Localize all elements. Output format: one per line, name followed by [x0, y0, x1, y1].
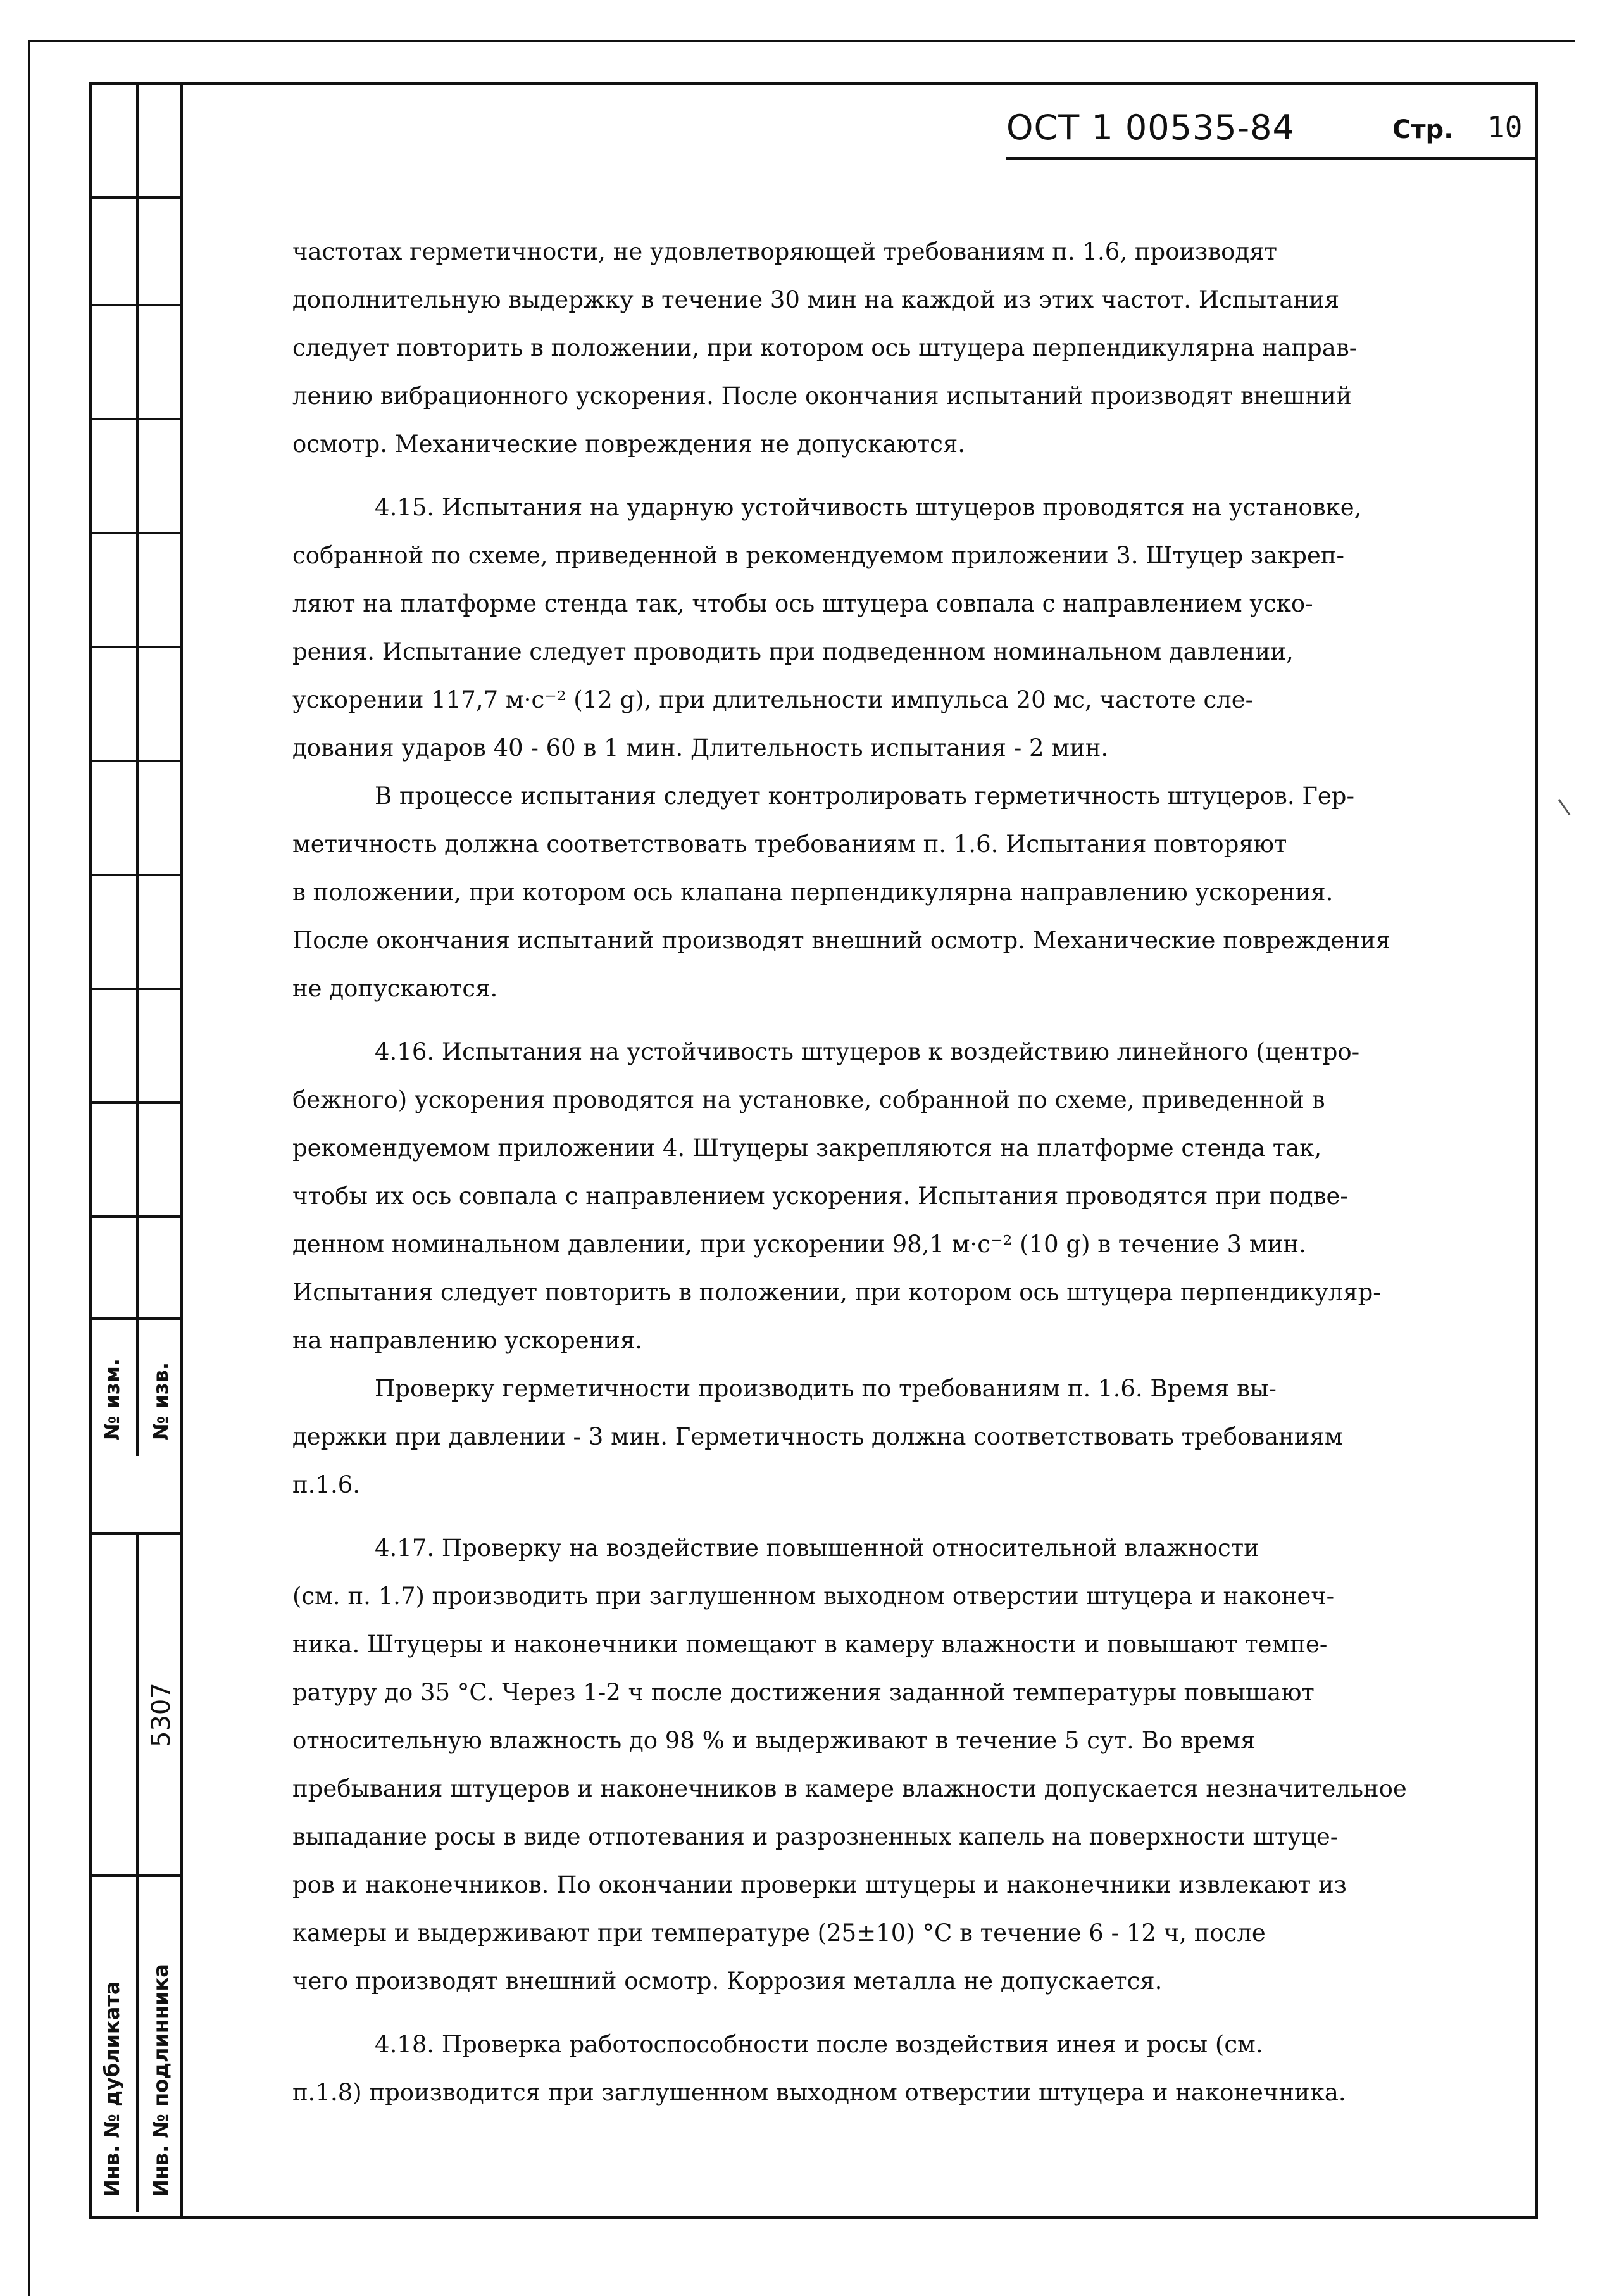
text-line: Проверку герметичности производить по требованиям п. 1.6. Время вы-: [375, 1375, 1277, 1402]
text-line: рекомендуемом приложении 4. Штуцеры закрепляются на платформе стенда так,: [292, 1134, 1322, 1162]
text-line: После окончания испытаний производят внешний осмотр. Механические повреждения: [292, 927, 1390, 954]
text-line: собранной по схеме, приведенной в рекомендуемом приложении 3. Штуцер закреп-: [292, 542, 1345, 569]
text-line: ускорении 117,7 м·с⁻² (12 g), при длительности импульса 20 мс, частоте сле-: [292, 686, 1254, 713]
text-line: ров и наконечников. По окончании проверки штуцеры и наконечники извлекают из: [292, 1871, 1347, 1898]
text-line: чтобы их ось совпала с направлением ускорения. Испытания проводятся при подве-: [292, 1183, 1348, 1210]
document-header: [1006, 108, 1538, 165]
text-line: не допускаются.: [292, 975, 498, 1002]
body-text: [292, 228, 1514, 2117]
document-id: ОСТ 1 00535-84: [1006, 108, 1295, 147]
page-label: Стр.: [1392, 115, 1454, 144]
text-line: п.1.6.: [292, 1471, 361, 1498]
stamp-row-line: [89, 196, 182, 199]
text-line: 4.17. Проверку на воздействие повышенной относительной влажности: [375, 1534, 1259, 1562]
text-line: лению вибрационного ускорения. После окончания испытаний производят внешний: [292, 382, 1352, 410]
inv-duplicate-label: Инв. № дубликата: [100, 1981, 124, 2197]
text-line: на направлению ускорения.: [292, 1327, 643, 1354]
text-line: ляют на платформе стенда так, чтобы ось штуцера совпала с направлением уско-: [292, 590, 1313, 617]
change-no-label: № изм.: [100, 1358, 124, 1440]
text-line: ника. Штуцеры и наконечники помещают в камеру влажности и повышают темпе-: [292, 1631, 1328, 1658]
inv-original-label: Инв. № подлинника: [149, 1964, 173, 2197]
text-line: ратуру до 35 °С. Через 1-2 ч после достижения заданной температуры повышают: [292, 1679, 1315, 1706]
stamp-row-line: [89, 304, 182, 306]
paragraph-gap: [292, 468, 1514, 484]
text-line: в положении, при котором ось клапана перпендикулярна направлению ускорения.: [292, 879, 1334, 906]
inv-original-number: 5307: [147, 1683, 176, 1747]
text-line: осмотр. Механические повреждения не допускаются.: [292, 430, 965, 458]
text-line: п.1.8) производится при заглушенном выходном отверстии штуцера и наконечника.: [292, 2079, 1346, 2106]
text-line: пребывания штуцеров и наконечников в камере влажности допускается незначительное: [292, 1775, 1407, 1802]
page-number: 10: [1487, 110, 1523, 144]
text-line: Испытания следует повторить в положении, при котором ось штуцера перпендикуляр-: [292, 1279, 1381, 1306]
text-line: 4.15. Испытания на ударную устойчивость штуцеров проводятся на установке,: [375, 494, 1362, 521]
stamp-column-line: [136, 1532, 139, 2212]
stamp-row-line: [89, 532, 182, 534]
stamp-row-line: [89, 988, 182, 990]
text-line: следует повторить в положении, при котором ось штуцера перпендикулярна направ-: [292, 334, 1358, 361]
text-line: (см. п. 1.7) производить при заглушенном выходном отверстии штуцера и наконеч-: [292, 1583, 1335, 1610]
text-line: выпадание росы в виде отпотевания и разрозненных капель на поверхности штуце-: [292, 1823, 1339, 1850]
notice-no-label: № изв.: [149, 1362, 173, 1440]
stamp-column-line: [136, 82, 139, 1456]
text-line: денном номинальном давлении, при ускорении 98,1 м·с⁻² (10 g) в течение 3 мин.: [292, 1231, 1306, 1258]
text-line: камеры и выдерживают при температуре (25±10) °С в течение 6 - 12 ч, после: [292, 1919, 1266, 1947]
paragraph-gap: [292, 1509, 1514, 1524]
text-line: относительную влажность до 98 % и выдерживают в течение 5 сут. Во время: [292, 1727, 1256, 1754]
stamp-row-line: [89, 874, 182, 876]
header-rule: [1006, 157, 1538, 160]
text-line: 4.16. Испытания на устойчивость штуцеров к воздействию линейного (центро-: [375, 1038, 1360, 1065]
text-line: дования ударов 40 - 60 в 1 мин. Длительность испытания - 2 мин.: [292, 734, 1109, 762]
text-line: частотах герметичности, не удовлетворяющей требованиям п. 1.6, производят: [292, 238, 1278, 265]
text-line: дополнительную выдержку в течение 30 мин на каждой из этих частот. Испытания: [292, 286, 1340, 313]
text-line: метичность должна соответствовать требованиям п. 1.6. Испытания повторяют: [292, 831, 1287, 858]
text-line: рения. Испытание следует проводить при подведенном номинальном давлении,: [292, 638, 1294, 665]
text-line: бежного) ускорения проводятся на установке, собранной по схеме, приведенной в: [292, 1086, 1325, 1113]
text-line: держки при давлении - 3 мин. Герметичность должна соответствовать требованиям: [292, 1423, 1343, 1450]
stamp-row-line: [89, 418, 182, 420]
paragraph-gap: [292, 1013, 1514, 1028]
stamp-row-line: [89, 1101, 182, 1104]
text-line: чего производят внешний осмотр. Коррозия металла не допускается.: [292, 1967, 1163, 1995]
stamp-row-line: [89, 646, 182, 648]
stamp-row-line: [89, 1215, 182, 1218]
text-line: В процессе испытания следует контролировать герметичность штуцеров. Гер-: [375, 782, 1354, 810]
paragraph-gap: [292, 2005, 1514, 2021]
stamp-row-line: [89, 760, 182, 762]
text-line: 4.18. Проверка работоспособности после воздействия инея и росы (см.: [375, 2031, 1263, 2058]
